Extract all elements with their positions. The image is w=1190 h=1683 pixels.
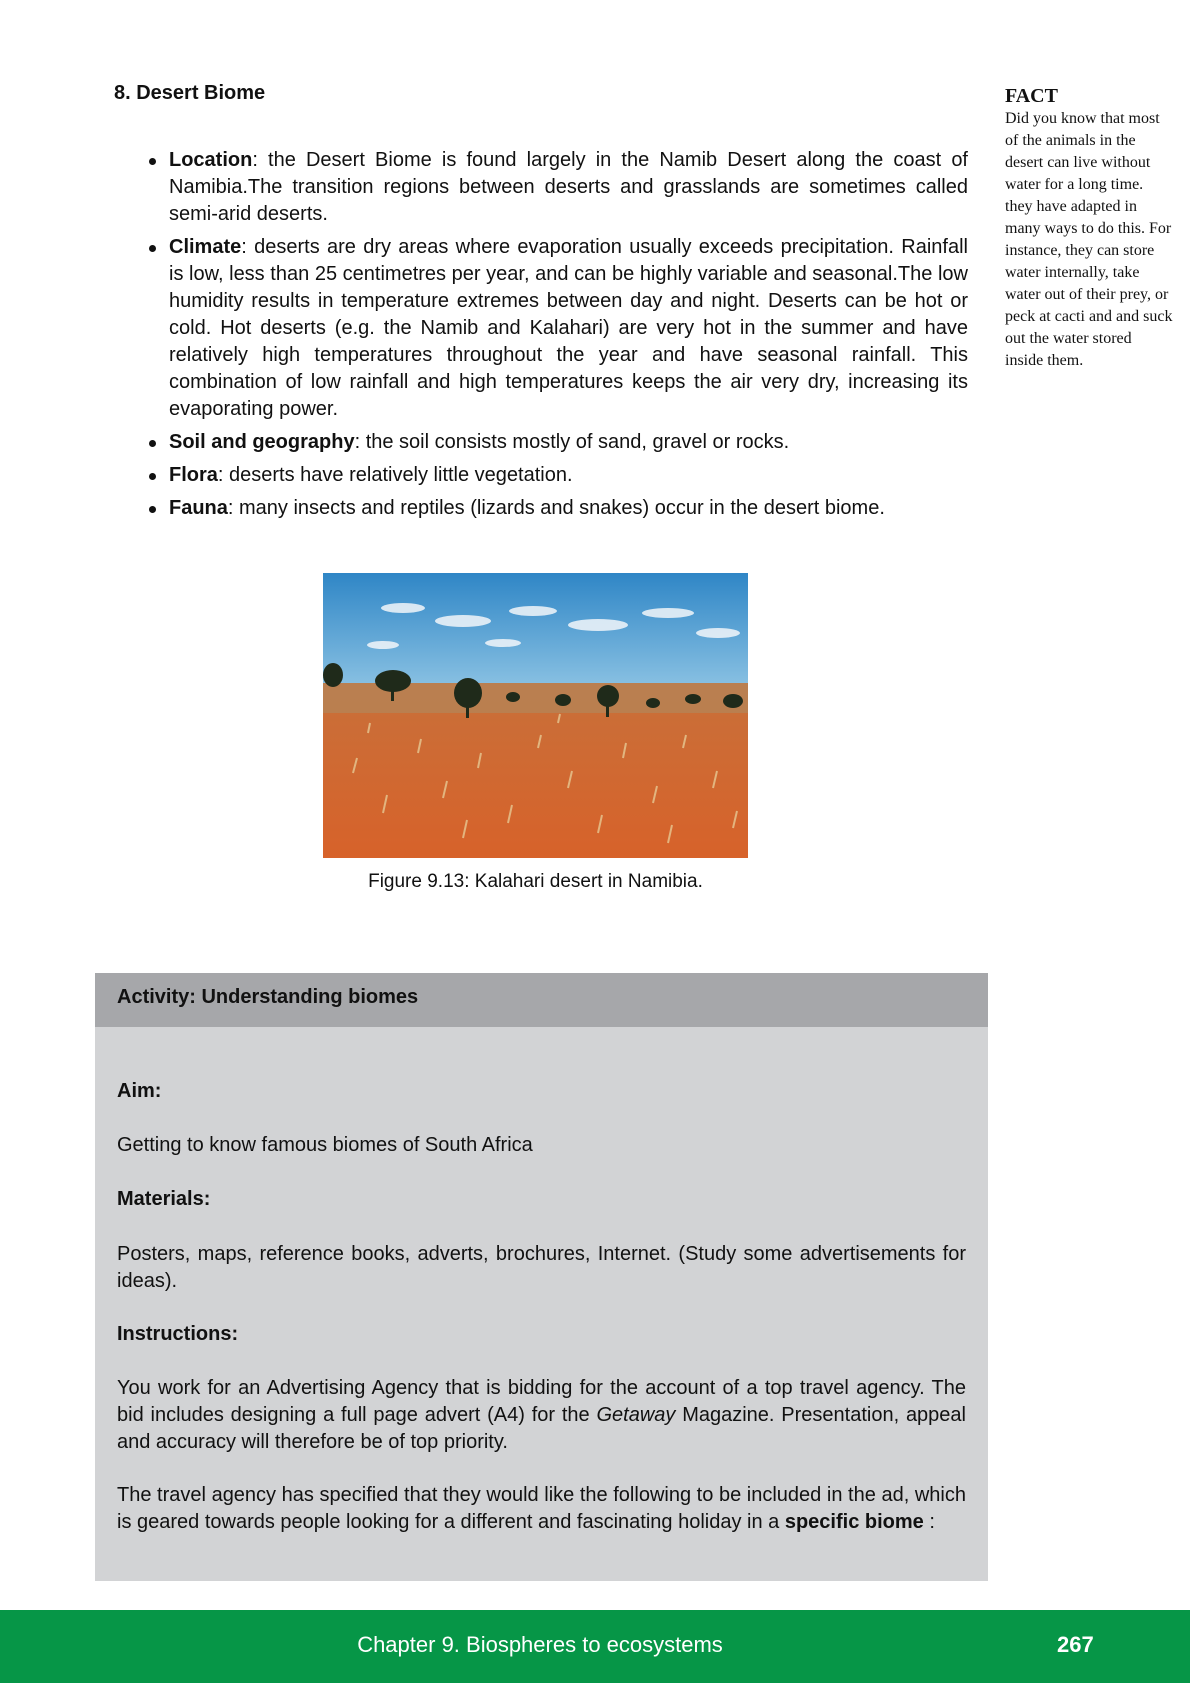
list-item-fauna xyxy=(145,495,968,522)
list-item-text: : many insects and reptiles (lizards and snakes) occur in the desert biome. xyxy=(227,497,885,519)
materials-label: Materials: xyxy=(117,1188,211,1210)
list-item-climate xyxy=(145,234,968,423)
list-item-location xyxy=(145,147,968,228)
list-item-term: Soil and geography xyxy=(169,431,355,453)
page-footer xyxy=(0,1610,1190,1683)
page-number: 267 xyxy=(1057,1632,1094,1657)
aim-text: Getting to know famous biomes of South Africa xyxy=(117,1134,533,1156)
activity-header: Activity: Understanding biomes xyxy=(95,973,988,1027)
desert-photo xyxy=(323,573,748,858)
instr2-text: The travel agency has specified that they would like the following to be included in the ad, which is geared towards people looking for a different and fascinating holiday in a xyxy=(117,1484,966,1533)
instructions-paragraph-2 xyxy=(117,1482,966,1536)
figure-caption: Figure 9.13: Kalahari desert in Namibia. xyxy=(368,871,703,892)
list-item-term: Climate xyxy=(169,236,242,258)
list-item-text: : deserts have relatively little vegetation. xyxy=(217,464,573,486)
instr2-text-end: : xyxy=(923,1511,935,1533)
list-item-text: : the Desert Biome is found largely in the Namib Desert along the coast of Namibia.The transition regions between deserts and grasslands are sometimes called semi-arid deserts. xyxy=(169,149,968,225)
list-item-text: : deserts are dry areas where evaporation usually exceeds precipitation. Rainfall is low, less than 25 centimetres per year, and can be highly variable and seasonal.The low humidity results in temperature extremes between day and night. Deserts can be hot or cold. Hot deserts (e.g. the Namib and Kalahari) are very hot in the summer and have relatively high temperatures throughout the year and have seasonal rainfall. This combination of low rainfall and high temperatures keeps the air very dry, increasing its evaporating power. xyxy=(169,236,968,420)
list-item-term: Fauna xyxy=(169,497,228,519)
footer-chapter-title: Chapter 9. Biospheres to ecosystems xyxy=(357,1632,723,1657)
list-item-term: Flora xyxy=(169,464,218,486)
fact-title: FACT xyxy=(1005,85,1058,107)
instr1-text: You work for an Advertising Agency that is bidding for the account of a top travel agency. The bid includes designing a full page advert (A4) for the xyxy=(117,1377,966,1426)
fact-body: Did you know that most of the animals in the desert can live without water for a long time. they have adapted in many ways to do this. For instance, they can store water internally, take water out of their prey, or peck at cacti and and suck out the water stored inside them. xyxy=(1005,110,1173,369)
list-item-flora xyxy=(145,462,968,489)
section-heading: 8. Desert Biome xyxy=(114,82,266,104)
instructions-paragraph-1 xyxy=(117,1375,966,1456)
fact-box xyxy=(1005,84,1173,372)
specific-biome-emphasis: specific biome xyxy=(784,1511,924,1533)
desert-biome-list xyxy=(145,147,968,528)
instructions-label: Instructions: xyxy=(117,1323,239,1345)
list-item-text: : the soil consists mostly of sand, gravel or rocks. xyxy=(354,431,790,453)
aim-label: Aim: xyxy=(117,1080,162,1102)
list-item-term: Location xyxy=(169,149,253,171)
instr1-text-end: Magazine. Presentation, appeal and accuracy will therefore be of top priority. xyxy=(117,1404,966,1453)
activity-box xyxy=(95,973,988,1581)
list-item-soil xyxy=(145,429,968,456)
magazine-name: Getaway xyxy=(596,1404,676,1426)
materials-text: Posters, maps, reference books, adverts, brochures, Internet. (Study some advertisements for ideas). xyxy=(117,1243,966,1292)
